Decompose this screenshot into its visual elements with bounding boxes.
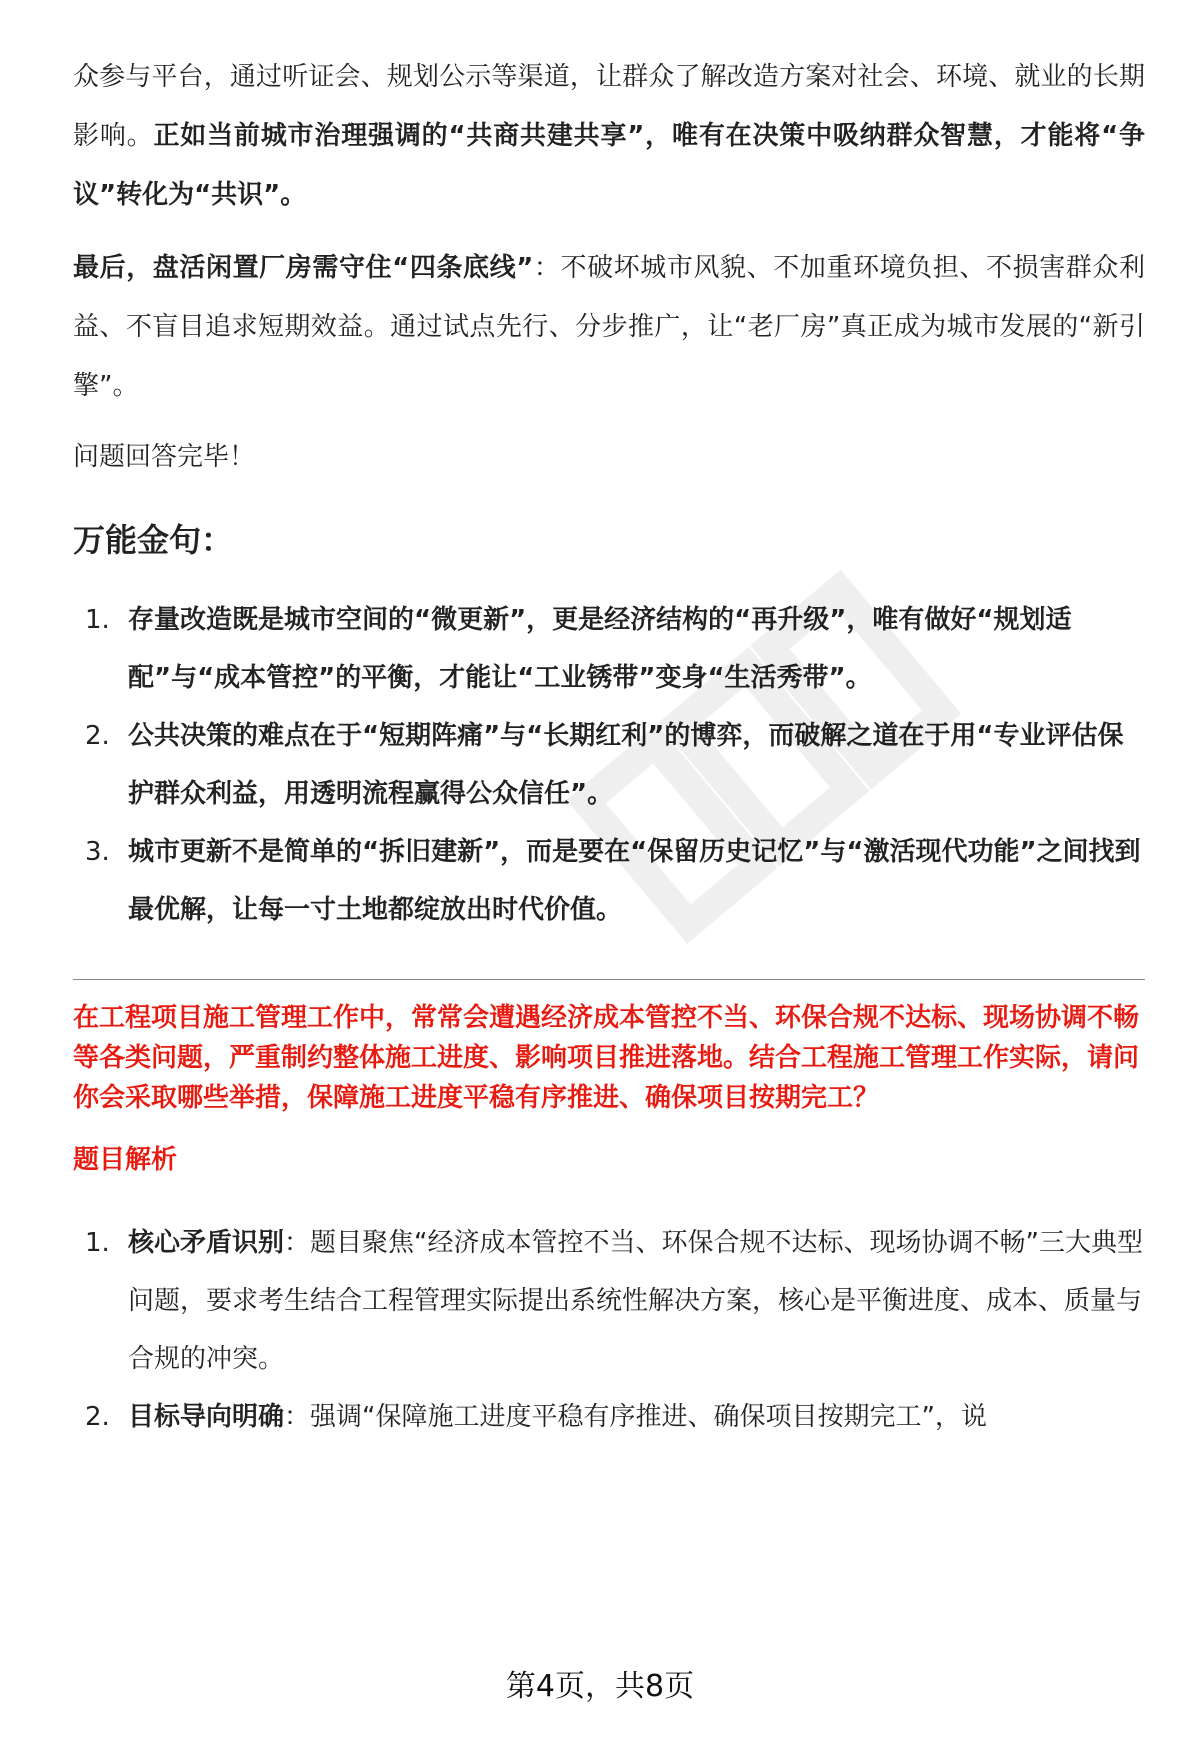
list-number: 1. — [85, 1228, 110, 1258]
paragraph-text: 众参与平台，通过听证会、规划公示等渠道，让群众了解改造方案对社会、环境、就业的长期影响。 — [73, 62, 1145, 151]
golden-sentences-list — [73, 591, 1145, 939]
paragraph-public-participation — [73, 48, 1145, 225]
list-number: 3. — [85, 837, 110, 867]
analysis-heading: 题目解析 — [73, 1145, 178, 1175]
list-item — [73, 823, 1145, 939]
document-page — [73, 48, 1145, 1446]
paragraph-bold-text: 最后，盘活闲置厂房需守住“四条底线” — [73, 253, 534, 283]
list-item-text: 公共决策的难点在于“短期阵痛”与“长期红利”的博弈，而破解之道在于用“专业评估保护群众利益，用透明流程赢得公众信任”。 — [128, 721, 1124, 809]
list-item — [73, 707, 1145, 823]
list-number: 2. — [85, 1402, 110, 1432]
list-number: 1. — [85, 605, 110, 635]
analysis-list — [73, 1214, 1145, 1446]
section-divider — [73, 979, 1145, 980]
paragraph-answer-complete: 问题回答完毕！ — [73, 442, 256, 472]
list-item-text: ：题目聚焦“经济成本管控不当、环保合规不达标、现场协调不畅”三大典型问题，要求考生结合工程管理实际提出系统性解决方案，核心是平衡进度、成本、质量与合规的冲突。 — [128, 1228, 1143, 1374]
exam-question: 在工程项目施工管理工作中，常常会遭遇经济成本管控不当、环保合规不达标、现场协调不畅等各类问题，严重制约整体施工进度、影响项目推进落地。结合工程施工管理工作实际，请问你会采取哪些举措，保障施工进度平稳有序推进、确保项目按期完工？ — [73, 1003, 1140, 1113]
list-item — [73, 1214, 1145, 1388]
page-footer: 第4页，共8页 — [505, 1669, 695, 1704]
golden-sentences-heading: 万能金句： — [73, 521, 234, 559]
list-number: 2. — [85, 721, 110, 751]
list-item — [73, 591, 1145, 707]
list-item-text: 存量改造既是城市空间的“微更新”，更是经济结构的“再升级”，唯有做好“规划适配”与“成本管控”的平衡，才能让“工业锈带”变身“生活秀带”。 — [128, 605, 1072, 693]
paragraph-text: ：不破坏城市风貌、不加重环境负担、不损害群众利益、不盲目追求短期效益。通过试点先行、分步推广，让“老厂房”真正成为城市发展的“新引擎”。 — [73, 253, 1145, 401]
list-item-label: 目标导向明确 — [128, 1402, 285, 1432]
list-item-text: ：强调“保障施工进度平稳有序推进、确保项目按期完工”，说 — [284, 1402, 987, 1432]
list-item — [73, 1388, 1145, 1446]
paragraph-four-baselines — [73, 239, 1145, 416]
paragraph-bold-text: 正如当前城市治理强调的“共商共建共享”，唯有在决策中吸纳群众智慧，才能将“争议”转化为“共识”。 — [73, 121, 1145, 210]
list-item-text: 城市更新不是简单的“拆旧建新”，而是要在“保留历史记忆”与“激活现代功能”之间找到最优解，让每一寸土地都绽放出时代价值。 — [128, 837, 1141, 925]
list-item-label: 核心矛盾识别 — [128, 1228, 285, 1258]
